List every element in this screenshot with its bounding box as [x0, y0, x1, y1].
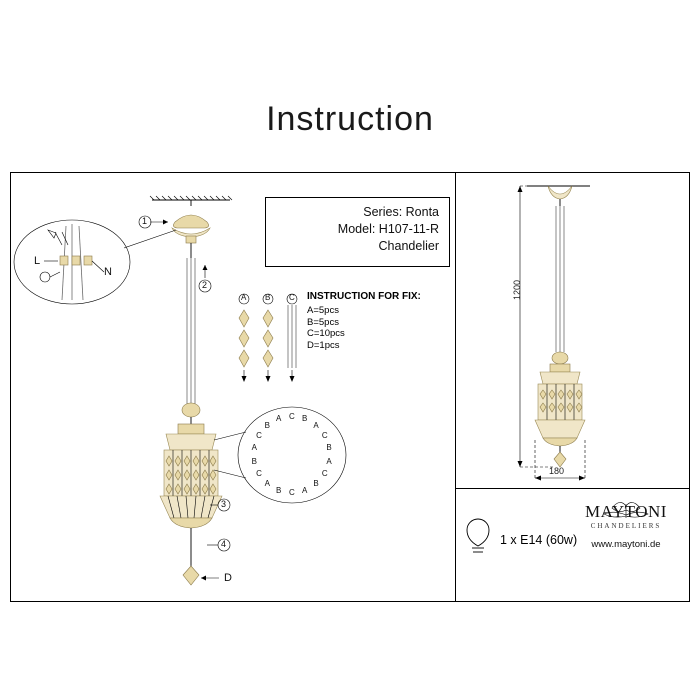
chandelier-body [160, 424, 230, 585]
wire-label-l: L [34, 255, 41, 267]
ring-sequence-letter: A [276, 414, 282, 424]
ring-sequence-letter: A [251, 443, 257, 453]
ring-sequence-letter: B [326, 443, 332, 453]
ring-sequence-letter: C [256, 469, 262, 478]
ring-sequence-letter: A [313, 420, 319, 430]
step-number-4: 4 [221, 539, 227, 549]
fix-instruction-list [307, 305, 345, 351]
ring-sequence-letter: A [326, 456, 332, 466]
wire-label-n: N [104, 266, 112, 278]
parts-icons [239, 294, 297, 382]
ring-sequence-letter: B [251, 456, 257, 466]
step-number-3: 3 [221, 499, 227, 509]
ring-sequence-letter: B [301, 414, 308, 424]
ring-sequence-letter: C [289, 412, 295, 421]
suspension-chain [182, 258, 200, 424]
ceiling-hatch [150, 196, 232, 200]
ring-sequence-letter: C [321, 431, 328, 440]
ring-sequence-letter: C [321, 469, 328, 478]
page-title: Instruction [266, 100, 434, 138]
ring-sequence-letter: A [264, 479, 270, 489]
lamp-spec-label: 1 x E14 (60w) [500, 533, 578, 547]
ring-sequence-letter: C [256, 431, 262, 440]
fix-instruction-heading: INSTRUCTION FOR FIX: [307, 291, 421, 302]
ring-sequence-letter: B [313, 479, 319, 489]
step-number-1: 1 [142, 216, 148, 226]
fix-item-d: D=1pcs [307, 339, 340, 351]
brand-block [576, 500, 676, 550]
fix-item-b: B=5pcs [307, 316, 339, 328]
ring-sequence-letter: B [264, 420, 270, 430]
part-marker-b: B [265, 293, 271, 302]
technical-drawing [518, 186, 591, 481]
height-dimension-label: 1200 [512, 279, 522, 300]
model-line: Model: H107-11-R [337, 222, 439, 236]
lamp-icon [467, 519, 489, 552]
part-marker-c: C [289, 293, 295, 302]
part-d-label: D [224, 572, 232, 584]
ring-sequence-letter: B [276, 485, 282, 495]
fix-item-c: C=10pcs [307, 328, 345, 339]
step-number-2: 2 [202, 280, 208, 290]
brand-subtitle: CHANDELIERS [590, 522, 662, 530]
brand-url: www.maytoni.de [591, 539, 661, 550]
brand-name: MAYTONI [585, 502, 667, 521]
canopy [139, 200, 211, 292]
series-line: Series: Ronta [363, 205, 439, 219]
ring-sequence-letter: A [301, 485, 308, 495]
part-marker-a: A [241, 293, 247, 302]
product-info-box [265, 197, 450, 267]
fix-item-a: A=5pcs [307, 305, 339, 316]
width-dimension-label: 180 [549, 466, 565, 476]
type-line: Chandelier [378, 239, 439, 253]
ring-sequence-letter: C [289, 488, 295, 497]
